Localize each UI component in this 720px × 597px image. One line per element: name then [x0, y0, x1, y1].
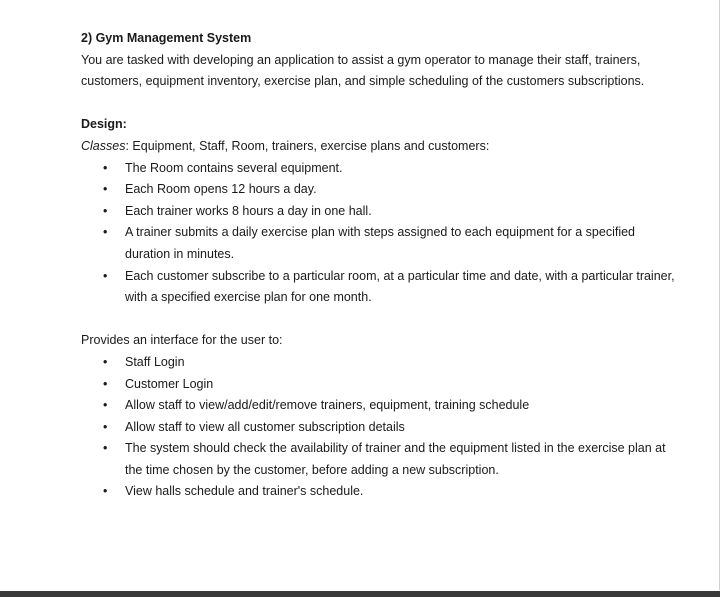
- list-item-text: The Room contains several equipment.: [125, 160, 343, 175]
- list-item-text: Staff Login: [125, 354, 185, 369]
- classes-line: [81, 136, 681, 158]
- document-title: 2) Gym Management System: [81, 31, 252, 45]
- list-item-text: Each customer subscribe to a particular room, at a particular time and date, with a particular trainer, with a specified exercise plan for one month.: [125, 268, 675, 305]
- bullet-icon: •: [103, 376, 108, 391]
- design-bullet-list: [81, 158, 681, 309]
- list-item-text: Customer Login: [125, 376, 214, 391]
- classes-label: Classes: [81, 138, 126, 153]
- bullet-icon: •: [103, 398, 108, 413]
- list-item: [81, 374, 681, 396]
- list-item-text: Allow staff to view all customer subscription details: [125, 419, 405, 434]
- list-item: [81, 179, 681, 201]
- list-item-text: View halls schedule and trainer's schedule.: [125, 484, 364, 499]
- bullet-icon: •: [103, 182, 108, 197]
- bullet-icon: •: [103, 441, 108, 456]
- document-page: [81, 28, 681, 503]
- bullet-icon: •: [103, 354, 108, 369]
- bottom-scrollbar-track[interactable]: [0, 591, 720, 597]
- list-item: [81, 352, 681, 374]
- list-item: [81, 417, 681, 439]
- list-item: [81, 158, 681, 180]
- list-item: [81, 395, 681, 417]
- bullet-icon: •: [103, 225, 108, 240]
- list-item: [81, 266, 681, 309]
- bullet-icon: •: [103, 203, 108, 218]
- classes-text: : Equipment, Staff, Room, trainers, exercise plans and customers:: [125, 138, 490, 153]
- list-item-text: Each trainer works 8 hours a day in one hall.: [125, 203, 372, 218]
- bullet-icon: •: [103, 160, 108, 175]
- list-item: [81, 201, 681, 223]
- list-item-text: A trainer submits a daily exercise plan with steps assigned to each equipment for a specified duration in minutes.: [125, 225, 635, 261]
- list-item-text: Each Room opens 12 hours a day.: [125, 182, 317, 197]
- interface-intro: Provides an interface for the user to:: [81, 333, 283, 348]
- interface-bullet-list: [81, 352, 681, 503]
- bullet-icon: •: [103, 484, 108, 499]
- bullet-icon: •: [103, 419, 108, 434]
- list-item: [81, 222, 681, 265]
- list-item: [81, 438, 681, 481]
- list-item-text: Allow staff to view/add/edit/remove trainers, equipment, training schedule: [125, 398, 530, 413]
- list-item: [81, 481, 681, 503]
- list-item-text: The system should check the availability of trainer and the equipment listed in the exercise plan at the time chosen by the customer, before adding a new subscription.: [125, 441, 666, 477]
- design-heading: Design:: [81, 117, 127, 132]
- intro-paragraph: You are tasked with developing an application to assist a gym operator to manage their staff, trainers, customers, equipment inventory, exercise plan, and simple scheduling of the customers subscriptions.: [81, 52, 645, 89]
- bullet-icon: •: [103, 268, 108, 283]
